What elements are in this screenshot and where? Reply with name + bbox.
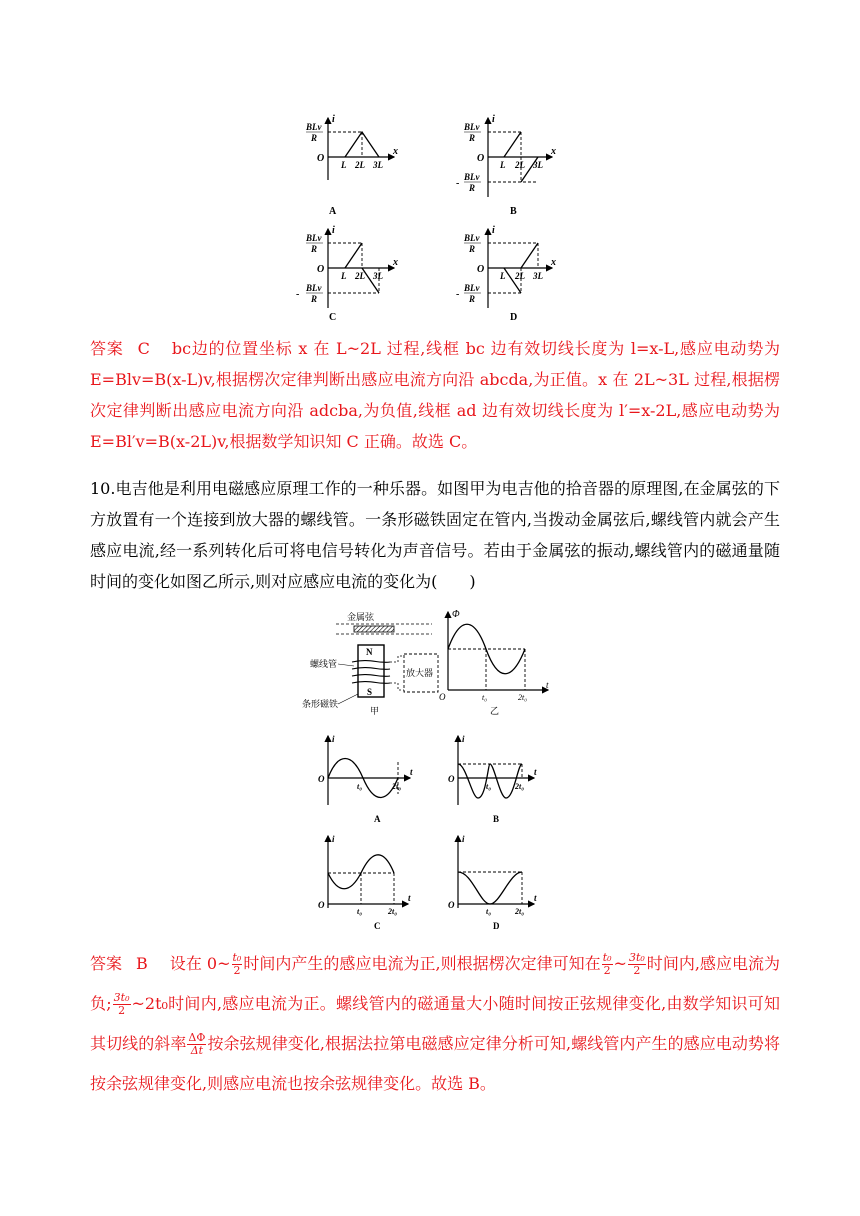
q9-caption-c: C (329, 312, 337, 323)
q9c-bottom-sign: - (296, 289, 300, 300)
q10-graphs-svg (312, 730, 552, 935)
q9d-axis-x: x (551, 257, 556, 268)
answer-10-part6: 按余弦规律变化,根据法拉第电磁感应定律分析可知,螺线管内产生的感应电动势将按余弦规律变化,则感应电流也按余弦规律变化。故选 B。 (90, 1034, 780, 1093)
q9b-bottom-den: R (469, 183, 476, 193)
q9a-tick-2l: 2L (355, 160, 365, 170)
q9-option-graphs (290, 112, 580, 324)
q10a-tick-t0: t₀ (357, 782, 363, 791)
answer-9-choice: C (137, 339, 150, 358)
q10-graph-c (318, 834, 411, 931)
frac4-num: 3t₀ (113, 991, 130, 1004)
answer-10-part2: 时间内产生的感应电流为正,则根据楞次定律可知在 (243, 954, 601, 973)
caption-jia: 甲 (370, 706, 380, 716)
q9c-tick-l: L (341, 271, 347, 281)
frac4-den: 2 (118, 1004, 126, 1017)
q9c-top-den: R (311, 244, 318, 254)
frac2-den: 2 (603, 964, 611, 977)
q9c-axis-i: i (332, 225, 335, 236)
q9b-tick-2l: 2L (515, 160, 525, 170)
q10b-origin: O (448, 774, 455, 784)
q10a-axis-t: t (410, 767, 413, 777)
q9d-top-den: R (469, 244, 476, 254)
q9b-bottom-num: BLv (464, 172, 480, 182)
answer-10-part3: ~ (613, 954, 627, 973)
answer-9-label: 答案 (90, 339, 124, 358)
q9d-tick-l: L (500, 271, 506, 281)
question-10 (90, 473, 780, 597)
q10-option-graphs (312, 730, 552, 935)
q10d-tick-2t0: 2t₀ (515, 907, 525, 916)
pole-s: S (367, 687, 373, 697)
label-amplifier: 放大器 (406, 668, 434, 678)
answer-10-part5: ~2t₀时间内,感应电流为正。螺线管内的磁通量大小随时间按正弦规律变化,由数学知识可知其切线的斜率 (90, 994, 780, 1053)
q10c-axis-t: t (408, 893, 411, 903)
q10a-tick-2t0: 2t₀ (392, 782, 402, 791)
answer-10-label: 答案 (90, 954, 123, 973)
q9c-bottom-den: R (311, 294, 318, 304)
frac3-den: 2 (633, 964, 641, 977)
q10c-tick-t0: t₀ (357, 907, 363, 916)
q10a-origin: O (318, 774, 325, 784)
q9-graphs-svg (290, 112, 580, 324)
answer-10-part1: 设在 0~ (169, 954, 231, 973)
question-10-text: 10.电吉他是利用电磁感应原理工作的一种乐器。如图甲为电吉他的拾音器的原理图,在金属弦的下方放置有一个连接到放大器的螺线管。一条形磁铁固定在管内,当拨动金属弦后,螺线管内就会产生感应电流,经一系列转化后可将电信号转化为声音信号。若由于金属弦的振动,螺线管内的磁通量随时间的变化如图乙所示,则对应感应电流的变化为( ) (90, 479, 780, 591)
q9c-top-num: BLv (306, 233, 322, 243)
q9a-tick-3l: 3L (373, 160, 383, 170)
q9c-bottom-num: BLv (306, 283, 322, 293)
q9d-origin: O (477, 264, 485, 275)
q10-graph-d (448, 834, 537, 931)
q9a-origin: O (317, 153, 325, 164)
fraction-3t0-over-2-b (113, 992, 131, 1017)
q10b-axis-t: t (534, 767, 537, 777)
q10c-origin: O (318, 900, 325, 910)
q9b-axis-i: i (492, 114, 495, 125)
q9-graph-a (305, 114, 398, 217)
q10-graph-b (448, 734, 537, 824)
q9-graph-c (296, 225, 398, 323)
q9d-bottom-den: R (469, 294, 476, 304)
label-string: 金属弦 (347, 612, 375, 622)
q9d-top-num: BLv (464, 233, 480, 243)
q10-figure (300, 608, 560, 728)
q10c-axis-i: i (332, 834, 335, 844)
q9b-top-num: BLv (464, 122, 480, 132)
q9b-bottom-sign: - (456, 178, 460, 189)
q9d-bottom-num: BLv (464, 283, 480, 293)
q9c-tick-2l: 2L (355, 271, 365, 281)
q10b-tick-t0: t₀ (486, 782, 492, 791)
fraction-3t0-over-2 (628, 952, 646, 977)
answer-9 (90, 333, 780, 457)
q9c-tick-3l: 3L (373, 271, 383, 281)
axis-t: t (546, 680, 549, 690)
caption-yi: 乙 (490, 706, 500, 716)
frac2-num: t₀ (602, 951, 612, 964)
metal-string-icon (354, 626, 394, 632)
tick-t0-yi: t₀ (482, 693, 488, 702)
origin-yi: O (439, 692, 446, 702)
q9a-top-den: R (311, 133, 318, 143)
q9b-tick-l: L (500, 160, 506, 170)
q10d-axis-i: i (462, 834, 465, 844)
q9a-axis-x: x (393, 146, 398, 157)
fraction-t0-over-2 (232, 952, 243, 977)
q10-caption-c: C (374, 921, 381, 931)
label-magnet: 条形磁铁 (302, 699, 339, 709)
q10b-tick-2t0: 2t₀ (515, 782, 525, 791)
q9a-tick-l: L (341, 160, 347, 170)
q10-figure-svg (300, 608, 560, 728)
q9-caption-d: D (510, 312, 518, 323)
fraction-dphi-dt (187, 1032, 206, 1057)
q10d-tick-t0: t₀ (486, 907, 492, 916)
q9b-top-den: R (469, 133, 476, 143)
frac1-num: t₀ (232, 951, 242, 964)
q9-graph-b (456, 114, 556, 217)
q10-caption-b: B (493, 814, 500, 824)
q9a-top-num: BLv (306, 122, 322, 132)
axis-phi: Φ (452, 609, 460, 620)
q9c-origin: O (317, 264, 325, 275)
frac1-den: 2 (233, 964, 241, 977)
q9d-tick-3l: 3L (533, 271, 543, 281)
pole-n: N (366, 647, 373, 657)
q10d-axis-t: t (534, 893, 537, 903)
answer-10-part4: 时间内,感应电流为负; (90, 954, 780, 1013)
q9d-tick-2l: 2L (515, 271, 525, 281)
q10a-axis-i: i (332, 734, 335, 744)
q9a-axis-i: i (332, 114, 335, 125)
frac5-num: ΔΦ (188, 1031, 206, 1044)
q9d-bottom-sign: - (456, 289, 460, 300)
q9-graph-d (456, 225, 556, 323)
q9d-axis-i: i (492, 225, 495, 236)
q9b-origin: O (477, 153, 485, 164)
label-solenoid: 螺线管 (310, 659, 338, 669)
q9b-axis-x: x (551, 146, 556, 157)
frac5-den: Δt (190, 1044, 204, 1057)
answer-10 (90, 944, 780, 1104)
q10-caption-d: D (493, 921, 500, 931)
q9-caption-a: A (329, 206, 337, 217)
q10b-axis-i: i (462, 734, 465, 744)
fraction-t0-over-2-b (602, 952, 613, 977)
answer-10-choice: B (136, 954, 148, 973)
q9c-axis-x: x (393, 257, 398, 268)
q9-caption-b: B (510, 206, 517, 217)
q10c-tick-2t0: 2t₀ (388, 907, 398, 916)
q9b-tick-3l: 3L (533, 160, 543, 170)
tick-2t0-yi: 2t₀ (518, 693, 528, 702)
fig-yi (439, 609, 549, 716)
q10-graph-a (318, 734, 413, 824)
fig-jia (302, 611, 438, 716)
answer-9-text: bc边的位置坐标 x 在 L~2L 过程,线框 bc 边有效切线长度为 l=x-L,感应电动势为 E=Blv=B(x-L)v,根据楞次定律判断出感应电流方向沿 abcda,为正值。x 在 2L~3L 过程,根据楞次定律判断出感应电流方向沿 adcba,为负值,线框 ad 边有效切线长度为 l′=x-2L,感应电动势为 E=Bl′v=B(x-2L)v,根据数学知识知 C 正确。故选 C。 (90, 339, 780, 451)
q10d-origin: O (448, 900, 455, 910)
frac3-num: 3t₀ (628, 951, 645, 964)
q10-caption-a: A (374, 814, 381, 824)
